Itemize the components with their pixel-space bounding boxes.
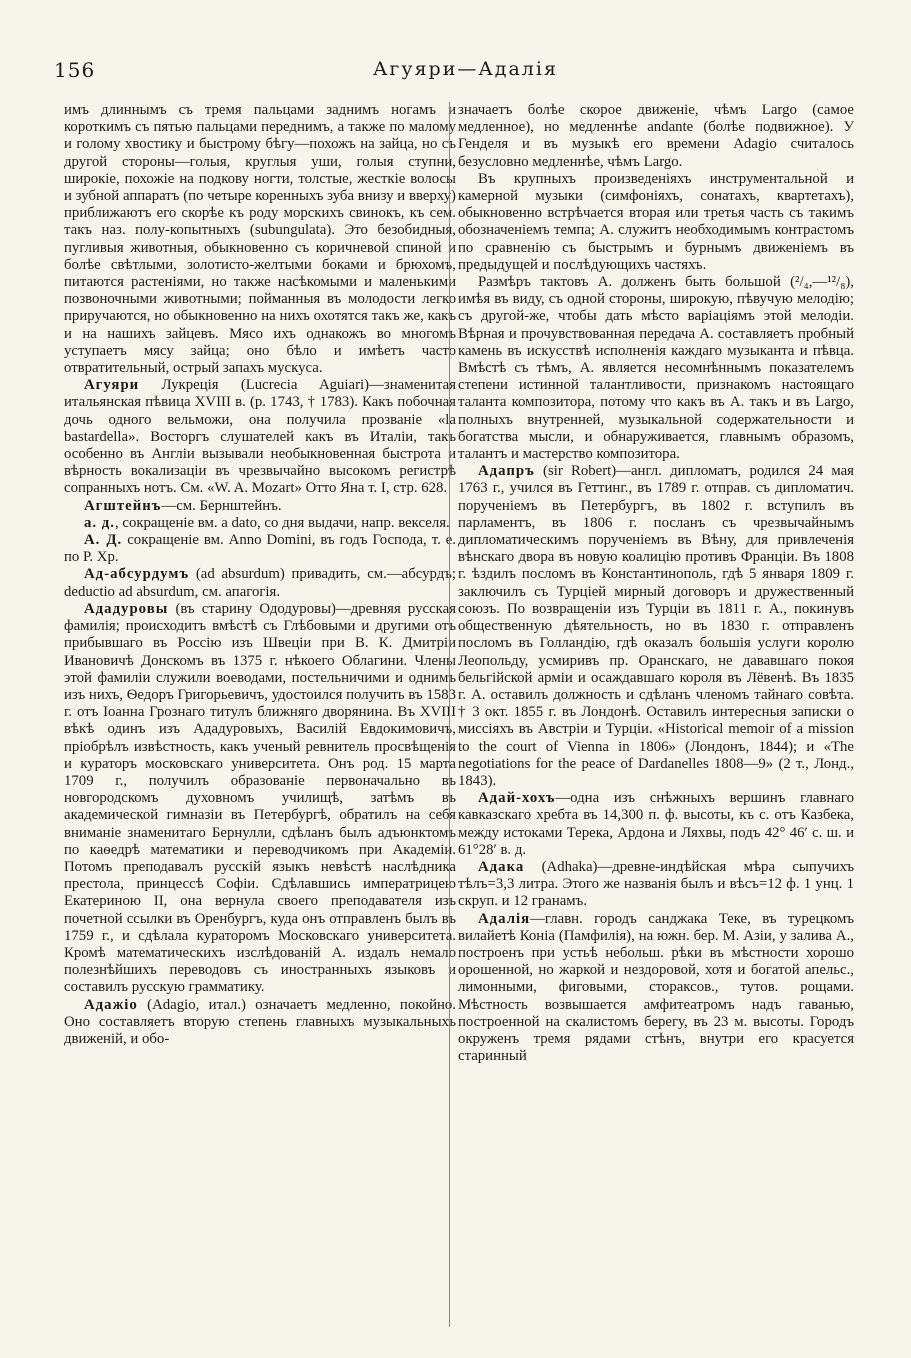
entry-headword: a. д. — [84, 514, 115, 531]
entry-text: —одна изъ снѣжныхъ вершинъ главнаго кавказскаго хребта въ 14,300 п. ф. высоты, къ с. отъ Казбека, между истоками Терека, Ардона и Ляхвы, подъ 42° 46′ с. ш. и 61°28′ в. д. — [458, 790, 854, 858]
article-entry — [64, 601, 456, 997]
right-column — [458, 102, 854, 1065]
article-entry — [64, 377, 456, 497]
entry-text: , сокращеніе вм. a dato, со дня выдачи, напр. векселя. — [114, 514, 450, 531]
entry-text: сокращеніе вм. Anno Domini, въ годъ Господа, т. е. по Р. Хр. — [64, 532, 457, 566]
article-entry — [64, 532, 456, 566]
article-entry — [64, 498, 456, 515]
entry-text: (Adhaka)—древне-индѣйская мѣра сыпучихъ тѣлъ=3,3 литра. Этого же названія былъ и вѣсъ=12 ф. 1 унц. 1 скруп. и 12 гранамъ. — [458, 858, 854, 910]
entry-headword: Агуяри — [84, 377, 140, 394]
entry-headword: Ад-абсурдумъ — [84, 566, 190, 583]
entry-text: Лукреція (Lucrecia Aguiari)—знаменитая итальянская пѣвица XVIII в. (р. 1743, † 1783). Какъ побочная дочь одного вельможи, она получила прозваніе «la bastardella». Восторгъ слушателей какъ въ Италіи, такъ особенно въ Англіи вызывали необыкновенная быстрота и вѣрность вокализаціи въ чрезвычайно высокомъ регистрѣ сопранныхъ нотъ. См. «W. A. Mozart» Отто Яна т. I, стр. 628. — [64, 377, 456, 497]
entry-text: (Adagio, итал.) означаетъ медленно, покойно. Оно составляетъ вторую степень главныхъ музыкальныхъ движеній, и обо- — [64, 996, 457, 1047]
left-column — [64, 102, 456, 1048]
article-continuation — [458, 102, 854, 171]
entry-headword: Адапръ — [478, 463, 535, 480]
article-paragraph — [458, 274, 854, 463]
column-divider — [449, 102, 450, 1327]
article-paragraph — [458, 171, 854, 274]
entry-headword: Адалія — [478, 910, 531, 927]
article-entry — [64, 515, 456, 532]
article-entry — [458, 463, 854, 790]
paragraph-text: значаетъ болѣе скорое движеніе, чѣмъ Largo (самое медленное), но медленнѣе andante (болѣе подвижное). У Генделя и въ музыкѣ его времени Adagio считалось безусловно медленнѣе, чѣмъ Largo. — [458, 102, 854, 170]
entry-headword: А. Д. — [84, 532, 123, 549]
article-entry — [458, 911, 854, 1066]
running-title: Агуяри—Адалія — [373, 58, 558, 80]
page-number: 156 — [54, 58, 96, 82]
article-entry — [64, 566, 456, 600]
article-entry — [458, 859, 854, 911]
entry-text: —см. Бернштейнъ. — [161, 497, 282, 514]
article-continuation — [64, 102, 456, 377]
page-header — [50, 58, 881, 88]
entry-headword: Ададуровы — [84, 600, 169, 617]
entry-text: (ad absurdum) привадить, см.—абсурдъ; deductio ad absurdum, см. апагогія. — [64, 566, 456, 600]
paragraph-text: Въ крупныхъ произведеніяхъ инструментальной и камерной музыки (симфоніяхъ, сонатахъ, квартетахъ), обыкновенно встрѣчается вторая или третья часть съ такимъ обозначеніемъ темпа; А. служитъ необходимымъ контрастомъ по сравненію съ быстрымъ и бурнымъ движеніемъ въ предыдущей и послѣдующихъ частяхъ. — [458, 170, 854, 273]
entry-headword: Адака — [478, 858, 525, 875]
entry-headword: Агштейнъ — [84, 497, 162, 514]
entry-text: —главн. городъ санджака Теке, въ турецкомъ вилайетѣ Коніа (Памфилія), на южн. бер. М. Азіи, у залива А., построенъ при устьѣ небольш. рѣки въ мѣстности хорошо орошенной, но жаркой и нездоровой, хотя и богатой апельс., лимонными, фиговыми, стораксов., тутов. рощами. Мѣстность возвышается амфитеатромъ надъ гаванью, построенной на скалистомъ берегу, въ 23 м. высоты. Городъ окруженъ тремя рядами стѣнъ, внутри его красуется старинный — [458, 910, 854, 1065]
paragraph-text: Размѣръ тактовъ А. долженъ быть большой (²/₄,—¹²/₈), имѣя въ виду, съ одной стороны, широкую, пѣвучую мелодію; съ другой-же, чтобы дать мѣсто варіаціямъ этой мелодіи. Вѣрная и прочувствованная передача А. составляетъ пробный камень въ искусствѣ исполненія каждаго музыканта и пѣвца. Вмѣстѣ съ тѣмъ, А. является несомнѣннымъ показателемъ степени истинной талантливости, признакомъ настоящаго таланта композитора, потому что какъ въ А. такъ и въ Largo, полныхъ внутренней, музыкальной содержательности и богатства мысли, и обнаруживается, главнымъ образомъ, талантъ и мастерство композитора. — [458, 274, 854, 463]
entry-text: (въ старину Ододуровы)—древняя русская фамилія; происходитъ вмѣстѣ съ Глѣбовыми и другими отъ прибывшаго въ Россію изъ Швеціи при В. К. Дмитріи Ивановичѣ Донскомъ въ 1375 г. нѣкоего Облагини. Члены этой фамиліи служили воеводами, постельничими и однимъ изъ нихъ, Ѳедоръ Григорьевичъ, удостоился получить въ 1583 г. отъ Іоанна Грознаго титулъ ближняго дворянина. Въ XVIII вѣкѣ одинъ изъ Ададуровыхъ, Василій Евдокимовичъ, пріобрѣлъ извѣстность, какъ ученый ревнитель просвѣщенія и кураторъ московскаго университета. Онъ род. 15 марта 1709 г., получилъ образованіе первоначально въ новгородскомъ духовномъ училищѣ, затѣмъ въ академической гимназіи въ Петербургѣ, обратилъ на себя вниманіе знаменитаго Бернулли, сдѣланъ былъ адъюнктомъ по каѳедрѣ математики и переводчикомъ при Академіи. Потомъ преподавалъ русскій языкъ невѣстѣ наслѣдника престола, принцессѣ Софіи. Сдѣлавшись императрицею Екатериною II, она вернула своего преподавателя изъ почетной ссылки въ Оренбургъ, куда онъ отправленъ былъ въ 1759 г., и сдѣлала кураторомъ Московскаго университета. Кромѣ математическихъ изслѣдованій А. издалъ немало полезнѣйшихъ переводовъ съ иностранныхъ языковъ и составилъ русскую грамматику. — [64, 600, 456, 996]
article-entry — [458, 790, 854, 859]
entry-headword: Адажіо — [84, 996, 138, 1013]
entry-headword: Адай-хохъ — [478, 790, 556, 807]
paragraph-text: имъ длиннымъ съ тремя пальцами заднимъ ногамъ и короткимъ съ пятью пальцами переднимъ, а также по малому и голому хвостику и быстрому бѣгу—похожъ на зайца, но съ другой стороны—голыя, круглыя уши, голыя ступни, широкіе, похожіе на подкову ногти, толстые, жесткіе волосы и зубной аппаратъ (по четыре коренныхъ зуба внизу и вверху) приближаютъ его скорѣе къ роду морскихъ свинокъ, къ сем. такъ наз. полу-копытныхъ (subungulata). Это безобидныя, пугливыя животныя, обыкновенно съ коричневой спиной и болѣе свѣтлыми, золотисто-желтыми боками и брюхомъ, питаются растеніями, но также насѣкомыми и маленькими позвоночными животными; пойманныя въ молодости легко приручаются, но обыкновенно на нихъ охотятся такъ же, какъ и на нашихъ зайцевъ. Мясо ихъ однакожъ во многомъ уступаетъ мясу зайца; оно бѣло и имѣетъ часто отвратительный, острый запахъ мускуса. — [64, 102, 456, 377]
entry-text: (sir Robert)—англ. дипломатъ, родился 24 мая 1763 г., учился въ Геттинг., въ 1789 г. отправ. съ дипломатич. порученіемъ въ Петербургъ, въ 1802 г. вступилъ въ парламентъ, въ 1806 г. посланъ съ чрезвычайнымъ дипломатическимъ порученіемъ въ Вѣну, для привлеченія вѣнскаго двора въ новую коалицію противъ Франціи. Въ 1808 г. ѣздилъ посломъ въ Константинополь, гдѣ 5 января 1809 г. заключилъ съ Турціей мирный договоръ и дружественный союзъ. По возвращеніи изъ Турціи въ 1811 г. А., покинувъ общественную дѣятельность, но въ 1830 г. отправленъ посломъ въ Голландію, гдѣ оказалъ большія услуги королю Леопольду, усмиривъ пр. Оранскаго, не дававшаго покоя бельгійской арміи и осаждавшаго короля въ Лёвенѣ. Въ 1835 г. А. оставилъ должность и сдѣланъ членомъ тайнаго совѣта. † 3 окт. 1855 г. въ Лондонѣ. Оставилъ интересныя записки о миссіяхъ въ Австріи и Турціи. «Historical memoir of a mission to the court of Vienna in 1806» (Лондонъ, 1844); и «The negotiations for the peace of Dardanelles 1808—9» (2 т., Лонд., 1843). — [458, 463, 854, 789]
article-entry — [64, 997, 456, 1049]
